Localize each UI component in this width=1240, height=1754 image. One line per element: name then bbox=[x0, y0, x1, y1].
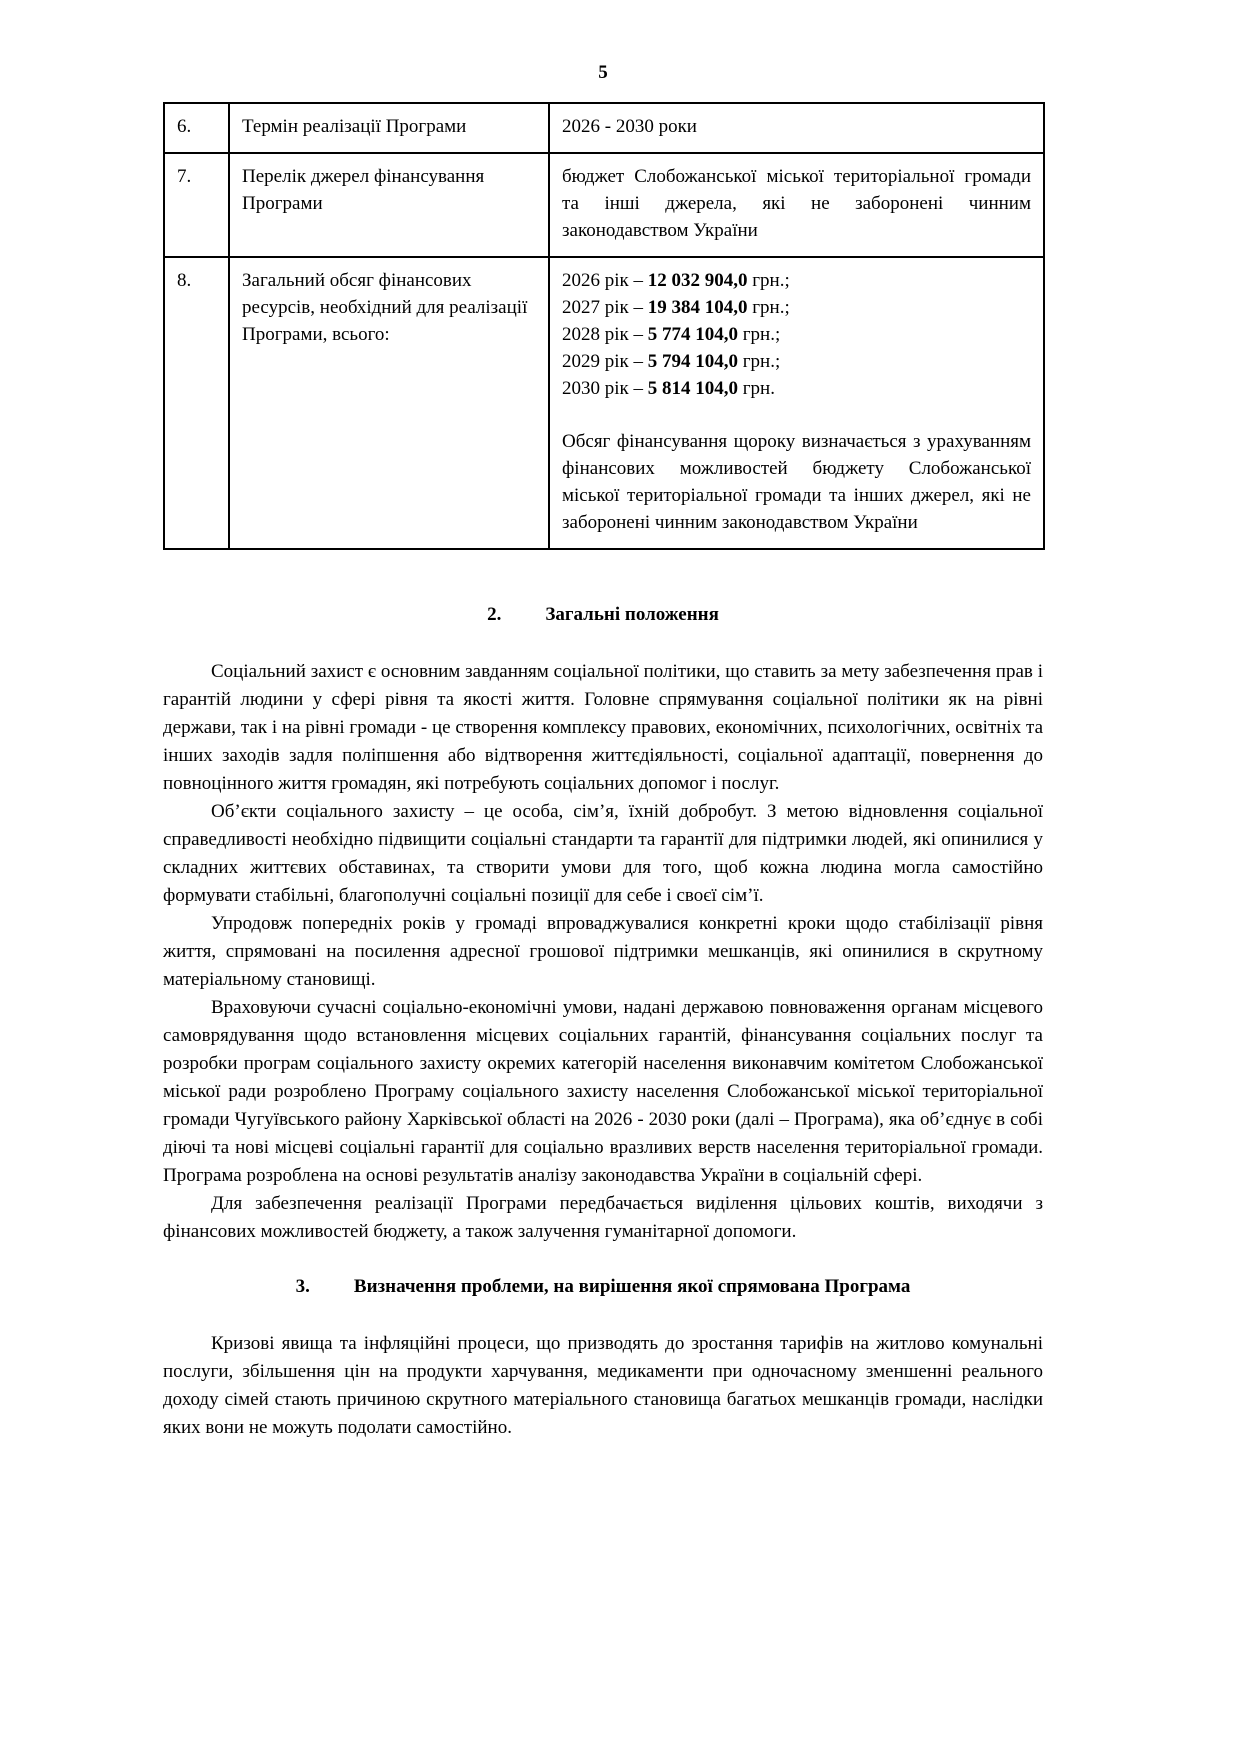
paragraph: Упродовж попередніх років у громаді впроваджувалися конкретні кроки щодо стабілізації рівня життя, спрямовані на посилення адресної грошової підтримки мешканців, які опинилися в скрутному матеріальному становищі. bbox=[163, 913, 1043, 990]
row-number-cell: 7. bbox=[164, 153, 229, 257]
funding-line-2030 bbox=[562, 375, 1031, 402]
paragraph: Соціальний захист є основним завданням соціальної політики, що ставить за мету забезпечення прав і гарантій людини у сфері рівня та якості життя. Головне спрямування соціальної політики як на рівні держави, так і на рівні громади - це створення комплексу правових, економічних, психологічних, освітніх та інших заходів задля поліпшення або відтворення життєдіяльності, соціальної адаптації, повернення до повноцінного життя громадян, які потребують соціальних допомог і послуг. bbox=[163, 661, 1043, 794]
program-passport-table bbox=[163, 102, 1045, 550]
row-value-cell: 2026 - 2030 роки bbox=[549, 103, 1044, 153]
section-2-body bbox=[163, 658, 1043, 1246]
row-label-cell: Перелік джерел фінансування Програми bbox=[229, 153, 549, 257]
paragraph: Кризові явища та інфляційні процеси, що призводять до зростання тарифів на житлово комунальні послуги, збільшення цін на продукти харчування, медикаменти при одночасному зменшенні реального доходу сімей стають причиною скрутного матеріального становища багатьох мешканців громади, наслідки яких вони не можуть подолати самостійно. bbox=[163, 1333, 1043, 1438]
section-title: Визначення проблеми, на вирішення якої спрямована Програма bbox=[353, 1276, 911, 1297]
row-label-cell: Термін реалізації Програми bbox=[229, 103, 549, 153]
section-3-body bbox=[163, 1330, 1043, 1442]
funding-year: 2030 рік – bbox=[562, 378, 648, 399]
funding-amount: 5 774 104,0 bbox=[647, 324, 739, 345]
row-label-cell: Загальний обсяг фінансових ресурсів, необхідний для реалізації Програми, всього: bbox=[229, 257, 549, 549]
table-row-7 bbox=[164, 153, 1044, 257]
funding-amount: 19 384 104,0 bbox=[647, 297, 748, 318]
table-row-6 bbox=[164, 103, 1044, 153]
section-2-heading bbox=[163, 604, 1043, 626]
paragraph: Для забезпечення реалізації Програми передбачається виділення цільових коштів, виходячи з фінансових можливостей бюджету, а також залучення гуманітарної допомоги. bbox=[163, 1193, 1043, 1242]
funding-amount: 5 814 104,0 bbox=[647, 378, 739, 399]
section-number: 2. bbox=[487, 604, 502, 625]
funding-line-2026 bbox=[562, 267, 1031, 294]
funding-amount: 5 794 104,0 bbox=[647, 351, 739, 372]
funding-currency: грн.; bbox=[747, 297, 790, 318]
funding-year: 2029 рік – bbox=[562, 351, 648, 372]
funding-amount: 12 032 904,0 bbox=[647, 270, 748, 291]
row-value-cell: бюджет Слобожанської міської територіальної громади та інші джерела, які не заборонені чинним законодавством України bbox=[549, 153, 1044, 257]
funding-currency: грн. bbox=[738, 378, 775, 399]
table-row-8 bbox=[164, 257, 1044, 549]
funding-currency: грн.; bbox=[747, 270, 790, 291]
section-3-heading bbox=[163, 1276, 1043, 1298]
funding-line-2029 bbox=[562, 348, 1031, 375]
funding-year: 2027 рік – bbox=[562, 297, 648, 318]
row-number-cell: 6. bbox=[164, 103, 229, 153]
section-number: 3. bbox=[295, 1276, 310, 1297]
page-number: 5 bbox=[598, 62, 608, 83]
funding-note: Обсяг фінансування щороку визначається з урахуванням фінансових можливостей бюджету Слобожанської міської територіальної громади та інших джерел, які не заборонені чинним законодавством України bbox=[562, 431, 1031, 533]
row-value-cell bbox=[549, 257, 1044, 549]
funding-line-2028 bbox=[562, 321, 1031, 348]
section-title: Загальні положення bbox=[545, 604, 719, 625]
funding-year: 2026 рік – bbox=[562, 270, 648, 291]
funding-currency: грн.; bbox=[738, 351, 781, 372]
funding-line-2027 bbox=[562, 294, 1031, 321]
row-number-cell: 8. bbox=[164, 257, 229, 549]
funding-currency: грн.; bbox=[738, 324, 781, 345]
paragraph: Враховуючи сучасні соціально-економічні умови, надані державою повноваження органам місцевого самоврядування щодо встановлення місцевих соціальних гарантій, фінансування соціальних послуг та розробки програм соціального захисту окремих категорій населення виконавчим комітетом Слобожанської міської ради розроблено Програму соціального захисту населення Слобожанської міської територіальної громади Чугуївського району Харківської області на 2026 - 2030 роки (далі – Програма), яка об’єднує в собі діючі та нові місцеві соціальні гарантії для соціально вразливих верств населення територіальної громади. Програма розроблена на основі результатів аналізу законодавства України в соціальній сфері. bbox=[163, 997, 1043, 1186]
funding-year: 2028 рік – bbox=[562, 324, 648, 345]
paragraph: Об’єкти соціального захисту – це особа, сім’я, їхній добробут. З метою відновлення соціальної справедливості необхідно підвищити соціальні стандарти та гарантії для підтримки людей, які опинилися у складних життєвих обставинах, та створити умови для того, щоб кожна людина могла самостійно формувати стабільні, благополучні соціальні позиції для себе і своєї сім’ї. bbox=[163, 801, 1043, 906]
